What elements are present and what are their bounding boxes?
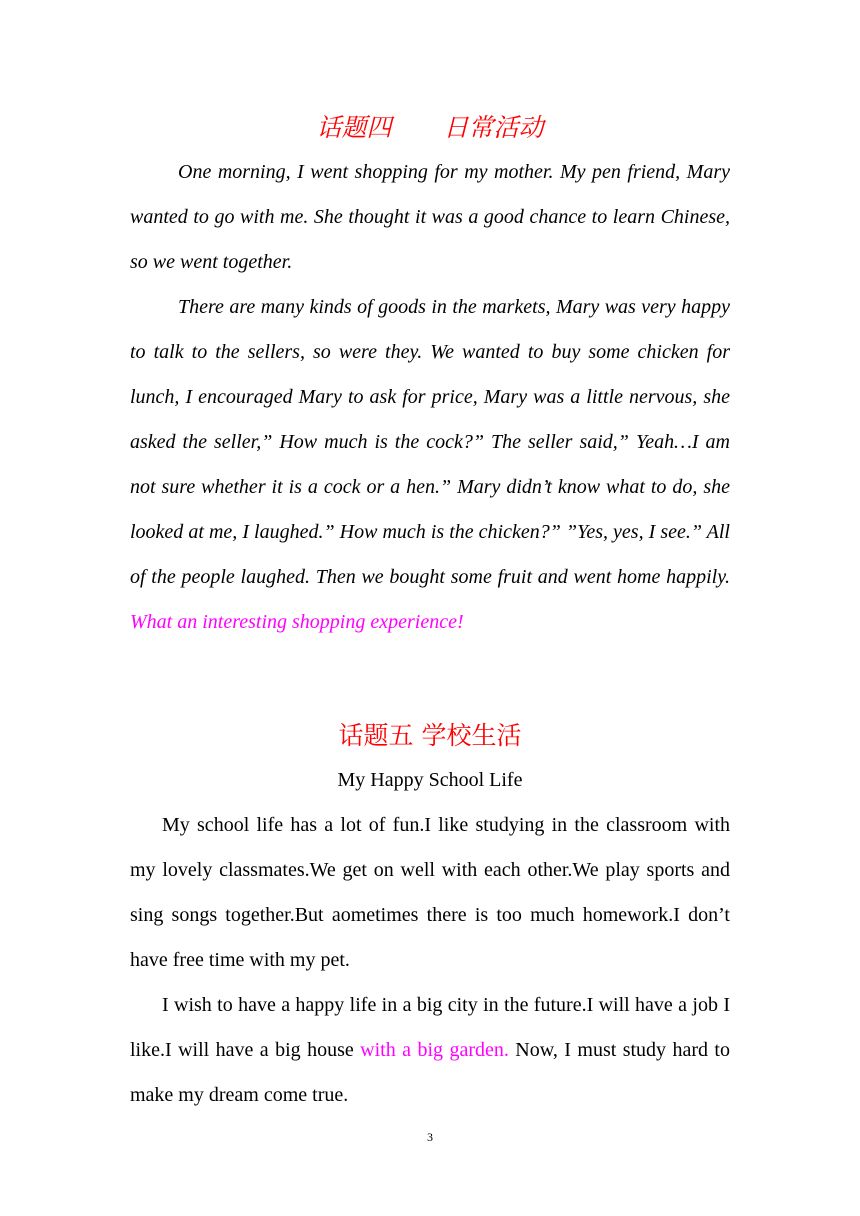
topic4-paragraph-2 xyxy=(130,285,730,645)
topic5-paragraph-1: My school life has a lot of fun.I like studying in the classroom with my lovely classmates.We get on well with each other.We play sports and sing songs together.But aometimes there is too much homework.I don’t have free time with my pet. xyxy=(130,814,730,971)
topic5-highlight-phrase: with a big garden. xyxy=(360,1039,509,1061)
topic4-paragraph-1: One morning, I went shopping for my mother. My pen friend, Mary wanted to go with me. She thought it was a good chance to learn Chinese, so we went together. xyxy=(130,161,730,273)
topic5-paragraph-2 xyxy=(130,983,730,1118)
topic5-heading: 话题五 学校生活 xyxy=(338,721,522,750)
page-number: 3 xyxy=(427,1130,433,1144)
topic4-heading-number: 话题四 xyxy=(316,113,392,142)
topic4-paragraph-2-text: There are many kinds of goods in the markets, Mary was very happy to talk to the sellers, so were they. We wanted to buy some chicken for lunch, I encouraged Mary to ask for price, Mary was a little nervous, she asked the seller,” How much is the cock?” The seller said,” Yeah…I am not sure whether it is a cock or a hen.” Mary didn’t know what to do, she looked at me, I laughed.” How much is the chicken?” ”Yes, yes, I see.” All of the people laughed. Then we bought some fruit and went home happily. xyxy=(130,296,730,588)
topic4-heading xyxy=(130,105,730,150)
topic5-paragraph-2-text: I wish to have a happy life in a big city in the future.I will have a job I like.I will have a big house xyxy=(130,994,730,1061)
topic4-highlight-sentence: What an interesting shopping experience! xyxy=(130,611,464,633)
topic5-paragraph-2-ending: Now, I must study hard to make my dream come true. xyxy=(130,1039,730,1106)
topic4-heading-title: 日常活动 xyxy=(443,113,544,142)
essay-title: My Happy School Life xyxy=(337,769,523,791)
